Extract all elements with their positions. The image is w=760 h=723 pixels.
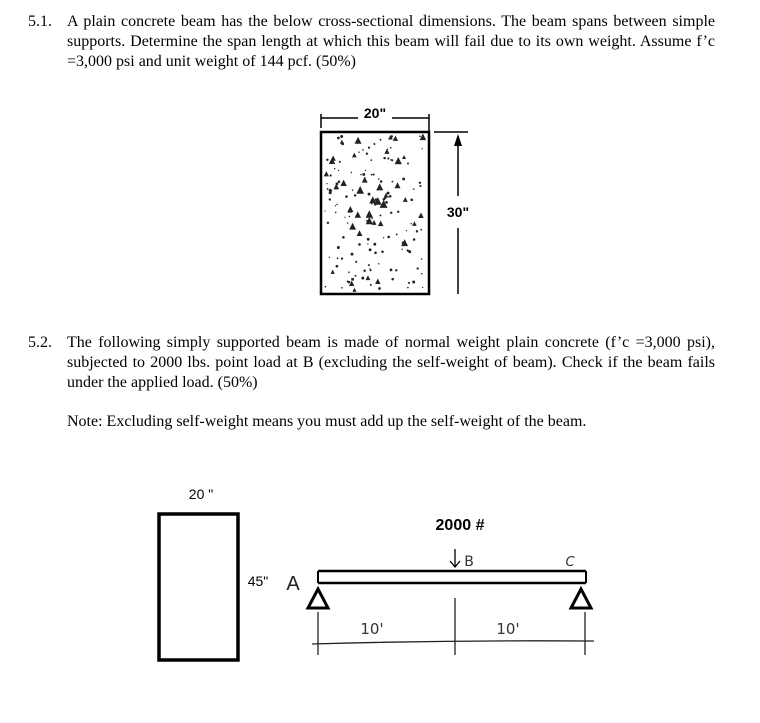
aggregate-dot <box>358 151 360 153</box>
aggregate-dot <box>351 172 352 173</box>
aggregate-dot <box>336 204 338 206</box>
aggregate-dot <box>369 268 370 269</box>
aggregate-dot <box>413 188 415 190</box>
aggregate-dot <box>368 193 371 196</box>
aggregate-dot <box>416 230 418 232</box>
aggregate-dot <box>371 203 372 204</box>
cross-section-figure-1 <box>321 105 469 294</box>
aggregate-dot <box>349 216 351 218</box>
aggregate-dot <box>338 170 339 171</box>
aggregate-dot <box>347 222 348 223</box>
load-label: 2000 # <box>435 517 485 534</box>
aggregate-dot <box>390 212 392 214</box>
aggregate-dot <box>365 170 366 171</box>
problem-statement: The following simply supported beam is made of normal weight plain concrete (f’c =3,000 psi), subjected to 2000 lbs. point load at B (excluding the self-weight of beam). Check if the beam fails under the applied load. (50%) <box>67 334 715 391</box>
aggregate-dot <box>368 147 370 149</box>
aggregate-dot <box>351 253 354 256</box>
aggregate-dot <box>342 236 345 239</box>
aggregate-dot <box>324 210 325 211</box>
aggregate-dot <box>419 185 421 187</box>
aggregate-dot <box>355 261 357 263</box>
aggregate-dot <box>367 243 368 244</box>
aggregate-dot <box>370 159 372 161</box>
beam-section-rect <box>159 514 238 660</box>
aggregate-dot <box>387 236 390 239</box>
aggregate-dot <box>369 248 372 251</box>
aggregate-dot <box>329 189 332 192</box>
section-height-label: 45" <box>247 573 269 589</box>
problem-note: Note: Excluding self-weight means you must add up the self-weight of the beam. <box>67 413 587 430</box>
aggregate-dot <box>338 180 340 182</box>
aggregate-dot <box>383 157 385 159</box>
aggregate-dot <box>408 282 410 284</box>
pin-support-a <box>308 589 328 608</box>
aggregate-dot <box>363 269 365 271</box>
aggregate-dot <box>410 198 413 201</box>
aggregate-dot <box>407 163 409 165</box>
aggregate-dot <box>351 278 354 281</box>
aggregate-dot <box>337 246 340 249</box>
aggregate-dot <box>390 147 392 149</box>
aggregate-dot <box>364 177 365 178</box>
aggregate-dot <box>391 278 394 281</box>
aggregate-dot <box>383 237 384 238</box>
aggregate-dot <box>380 180 383 183</box>
aggregate-dot <box>361 277 364 280</box>
aggregate-dot <box>341 257 343 259</box>
cross-section-figure-2 <box>159 486 268 660</box>
aggregate-dot <box>378 287 381 290</box>
aggregate-dot <box>396 233 398 235</box>
aggregate-dot <box>371 174 373 176</box>
problem-statement: A plain concrete beam has the below cross-sectional dimensions. The beam spans between simple supports. Determine the span length at which this beam will fail due to its own weight. Assume f’c =3,000 psi and unit weight of 144 pcf. (50%) <box>67 13 715 70</box>
point-c-label: C <box>565 555 575 570</box>
beam-diagram <box>286 517 594 655</box>
aggregate-dot <box>371 218 372 219</box>
aggregate-dot <box>402 178 405 181</box>
aggregate-dot <box>330 174 332 176</box>
aggregate-dot <box>380 139 382 141</box>
aggregate-dot <box>413 238 416 241</box>
aggregate-dot <box>362 173 365 176</box>
section-width-label: 20 " <box>188 486 214 502</box>
aggregate-dot <box>360 174 362 176</box>
aggregate-dot <box>336 182 339 185</box>
pin-support-c <box>571 589 591 608</box>
aggregate-dot <box>387 192 390 195</box>
aggregate-dot <box>419 182 421 184</box>
aggregate-dot <box>329 198 331 200</box>
aggregate-dot <box>407 287 409 289</box>
aggregate-dot <box>329 257 330 258</box>
aggregate-dot <box>326 159 328 161</box>
aggregate-dot <box>375 198 378 201</box>
span-dimension-line <box>312 641 594 644</box>
aggregate-dot <box>391 181 393 183</box>
aggregate-dot <box>407 250 409 252</box>
aggregate-dot <box>373 243 376 246</box>
aggregate-dot <box>355 275 357 277</box>
aggregate-dot <box>348 271 350 273</box>
aggregate-dot <box>390 270 391 271</box>
aggregate-dot <box>337 257 339 259</box>
aggregate-dot <box>385 201 388 204</box>
aggregate-dot <box>378 263 379 264</box>
aggregate-dot <box>347 281 349 283</box>
aggregate-dot <box>406 230 407 231</box>
aggregate-dot <box>372 174 374 176</box>
aggregate-dot <box>389 195 392 198</box>
aggregate-dot <box>345 195 348 198</box>
aggregate-dot <box>336 265 339 268</box>
aggregate-dot <box>381 251 384 254</box>
aggregate-dot <box>410 223 411 224</box>
aggregate-dot <box>344 217 345 218</box>
problem-number: 5.1. <box>28 13 52 30</box>
aggregate-dot <box>397 211 399 213</box>
aggregate-dot <box>390 159 392 161</box>
aggregate-dot <box>341 287 343 289</box>
aggregate-dot <box>422 148 423 149</box>
aggregate-dot <box>354 194 356 196</box>
aggregate-dot <box>362 149 364 151</box>
aggregate-dot <box>339 161 341 163</box>
problem-number: 5.2. <box>28 334 52 351</box>
aggregate-dot <box>352 190 353 191</box>
aggregate-dot <box>335 205 336 206</box>
aggregate-dot <box>368 264 370 266</box>
aggregate-dot <box>325 286 327 288</box>
aggregate-dot <box>422 287 423 288</box>
aggregate-dot <box>388 196 389 197</box>
aggregate-dot <box>370 284 372 286</box>
aggregate-dot <box>326 183 327 184</box>
aggregate-dot <box>329 191 332 194</box>
aggregate-dot <box>327 188 329 190</box>
aggregate-dot <box>395 269 397 271</box>
aggregate-dot <box>387 157 389 159</box>
width-label: 20" <box>363 105 387 121</box>
aggregate-dot <box>374 252 377 255</box>
aggregate-dot <box>391 135 393 137</box>
span-ab-label: 10' <box>360 620 384 638</box>
aggregate-dot <box>373 143 375 145</box>
span-bc-label: 10' <box>496 620 520 638</box>
aggregate-dot <box>421 258 423 260</box>
aggregate-dot <box>337 137 340 140</box>
aggregate-dot <box>421 273 423 275</box>
aggregate-dot <box>412 281 415 284</box>
aggregate-dot <box>379 214 381 216</box>
aggregate-dot <box>419 135 421 137</box>
aggregate-dot <box>367 238 370 241</box>
aggregate-dot <box>401 249 402 250</box>
point-a-label: A <box>286 573 300 595</box>
aggregate-dot <box>366 153 368 155</box>
aggregate-dot <box>327 222 329 224</box>
point-b-label: B <box>464 554 474 570</box>
concrete-section-rect <box>321 132 429 294</box>
aggregate-dot <box>378 178 380 180</box>
aggregate-dot <box>417 267 419 269</box>
aggregate-dot <box>358 243 361 246</box>
aggregate-dot <box>420 229 422 231</box>
aggregate-dot <box>374 203 377 206</box>
aggregate-dot <box>334 168 335 169</box>
arrowhead-up <box>454 134 462 146</box>
height-label: 30" <box>446 204 470 220</box>
aggregate-dot <box>335 212 337 214</box>
aggregate-dot <box>340 135 343 138</box>
